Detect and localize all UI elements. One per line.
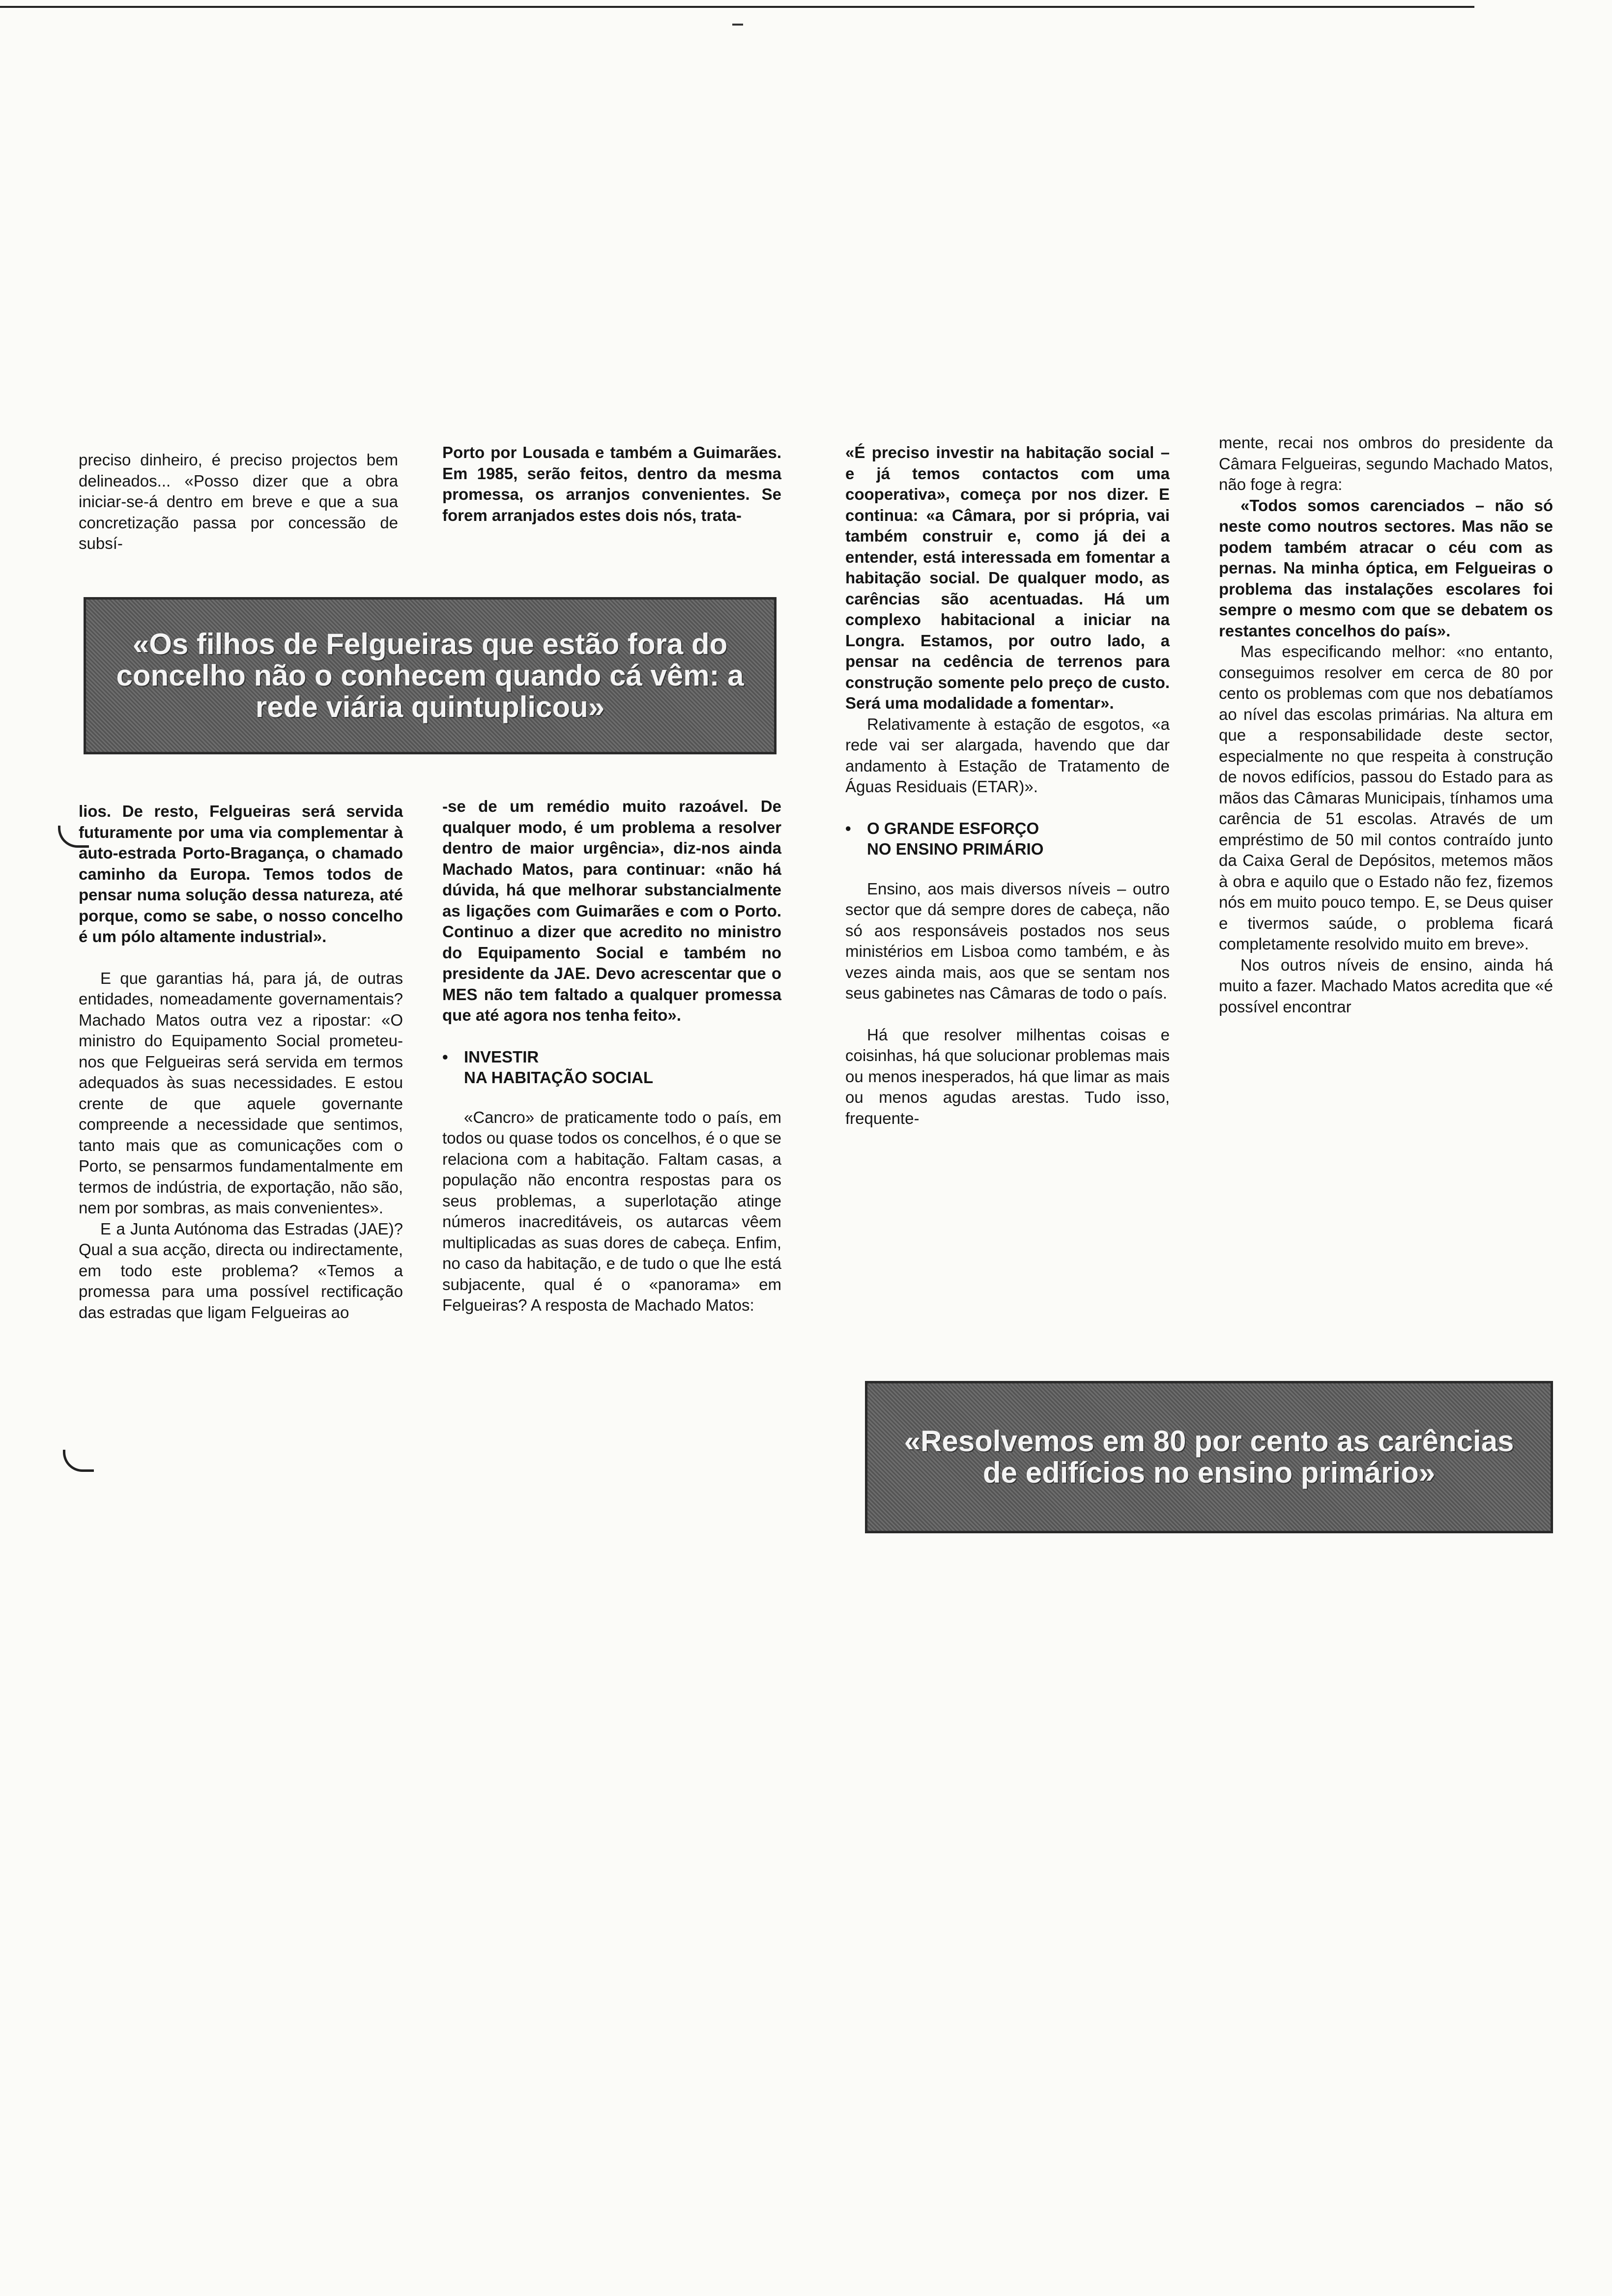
col3-paragraph-1: «É preciso investir na habitação social – e já temos contactos com uma cooperativa», começa por nos dizer. E continua: «a Câmara, por si própria, vai também construir e, como já dei a entender, está interessada em fomentar a habitação social. De qualquer modo, as carências são acentuadas. Há um complexo habitacional a iniciar na Longra. Estamos, por outro lado, a pensar na cedência de terrenos para construção somente pelo preço de custo. Será uma modalidade a fomentar». (845, 443, 1170, 712)
col2-subheading (442, 1047, 781, 1089)
page-top-mark (732, 24, 743, 26)
column-1-top (79, 450, 398, 554)
bullet-icon: • (845, 819, 851, 837)
pull-quote-2-text: «Resolvemos em 80 por cento as carências de edifícios no ensino primário» (904, 1425, 1514, 1489)
col3-subheading (845, 818, 1170, 860)
column-1-body (79, 801, 403, 1323)
column-3-body (845, 442, 1170, 1129)
col4-paragraph-1: mente, recai nos ombros do presidente da Câmara Felgueiras, segundo Machado Matos, não foge à regra: (1219, 433, 1553, 493)
column-2-body (442, 796, 781, 1316)
page-top-border (0, 6, 1474, 8)
pen-mark (63, 1450, 94, 1472)
col2-subheading-line-1: INVESTIR (464, 1047, 539, 1066)
col1-paragraph-2: E que garantias há, para já, de outras entidades, nomeadamente governamentais? Machado Matos outra vez a ripostar: «O ministro do Equipamento Social prometeu-nos que Felgueiras será servida em termos adequados às suas necessidades. E estou crente de que aquele governante compreende a necessidade que sentimos, tanto mais que as comunicações com o Porto, se pensarmos fundamentalmente em termos de indústria, de exportação, não são, nem por sombras, as mais convenientes». (79, 969, 403, 1217)
col1-paragraph-1: lios. De resto, Felgueiras será servida futuramente por uma via complementar à auto-estrada Porto-Bragança, o chamado caminho da Europa. Temos todos de pensar numa solução dessa natureza, até porque, como se sabe, o nosso concelho é um pólo altamente industrial». (79, 802, 403, 946)
col2-paragraph-1: -se de um remédio muito razoável. De qualquer modo, é um problema a resolver dentro de maior urgência», diz-nos ainda Machado Matos, para continuar: «não há dúvida, há que melhorar substancialmente as ligações com Guimarães e com o Porto. Continuo a dizer que acredito no ministro do Equipamento Social e também no presidente da JAE. Devo acrescentar que o MES não tem faltado a qualquer promessa que até agora nos tenha feito». (442, 797, 781, 1024)
col3-paragraph-2: Relativamente à estação de esgotos, «a rede vai ser alargada, havendo que dar andamento à Estação de Tratamento de Águas Residuais (ETAR)». (845, 715, 1170, 796)
pen-mark (58, 826, 89, 848)
col3-paragraph-3: Ensino, aos mais diversos níveis – outro sector que dá sempre dores de cabeça, não só aos responsáveis postados nos seus ministérios em Lisboa como também, e às vezes ainda mais, aos que se sentam nos seus gabinetes nas Câmaras de todo o país. (845, 879, 1170, 1002)
bullet-icon: • (442, 1047, 448, 1066)
col1-paragraph-3: E a Junta Autónoma das Estradas (JAE)? Qual a sua acção, directa ou indirectamente, em todo este problema? «Temos a promessa para uma possível rectificação das estradas que ligam Felgueiras ao (79, 1219, 403, 1321)
pull-quote-2 (865, 1381, 1553, 1533)
column-4-body (1219, 432, 1553, 1017)
col4-paragraph-4: Nos outros níveis de ensino, ainda há muito a fazer. Machado Matos acredita que «é possível encontrar (1219, 955, 1553, 1016)
pull-quote-1-text: «Os filhos de Felgueiras que estão fora do concelho não o conhecem quando cá vêm: a rede viária quintuplicou» (116, 628, 744, 723)
col4-paragraph-3: Mas especificando melhor: «no entanto, conseguimos resolver em cerca de 80 por cento os problemas com que nos debatíamos ao nível das escolas primárias. Na altura em que a responsabilidade deste sector, especialmente no que respeita à construção de novos edifícios, passou do Estado para as mãos das Câmaras Municipais, tínhamos uma carência de 51 escolas. Através de um empréstimo de 50 mil contos contraído junto da Caixa Geral de Depósitos, metemos mãos à obra e aquilo que o Estado não fez, fizemos nós em muito pouco tempo. E, se Deus quiser e tivermos saúde, o problema ficará completamente resolvido muito em breve». (1219, 642, 1553, 953)
column-2-top (442, 442, 781, 526)
col3-paragraph-4: Há que resolver milhentas coisas e coisinhas, há que solucionar problemas mais ou menos inesperados, há que limar as mais ou menos agudas arestas. Tudo isso, frequente- (845, 1025, 1170, 1127)
col2-top-text: Porto por Lousada e também a Guimarães. Em 1985, serão feitos, dentro da mesma promessa, os arranjos convenientes. Se forem arranjados estes dois nós, trata- (442, 443, 781, 524)
col4-paragraph-2: «Todos somos carenciados – não só neste como noutros sectores. Mas não se podem também atracar o céu com as pernas. Na minha óptica, em Felgueiras o problema das instalações escolares foi sempre o mesmo com que se debatem os restantes concelhos do país». (1219, 496, 1553, 640)
col2-paragraph-2: «Cancro» de praticamente todo o país, em todos ou quase todos os concelhos, é o que se relaciona com a habitação. Faltam casas, a população não encontra respostas para os seus problemas, a superlotação atinge números inacreditáveis, os autarcas vêem multiplicadas as suas dores de cabeça. Enfim, no caso da habitação, e de tudo o que lhe está subjacente, qual é o «panorama» em Felgueiras? A resposta de Machado Matos: (442, 1108, 781, 1314)
col1-top-text: preciso dinheiro, é preciso projectos bem delineados... «Posso dizer que a obra iniciar-se-á dentro em breve e que a sua concretização passa por concessão de subsí- (79, 451, 398, 552)
col3-subheading-line-1: O GRANDE ESFORÇO (867, 819, 1039, 837)
col3-subheading-line-2: NO ENSINO PRIMÁRIO (867, 840, 1044, 858)
col2-subheading-line-2: NA HABITAÇÃO SOCIAL (464, 1068, 653, 1087)
pull-quote-1 (84, 597, 777, 754)
